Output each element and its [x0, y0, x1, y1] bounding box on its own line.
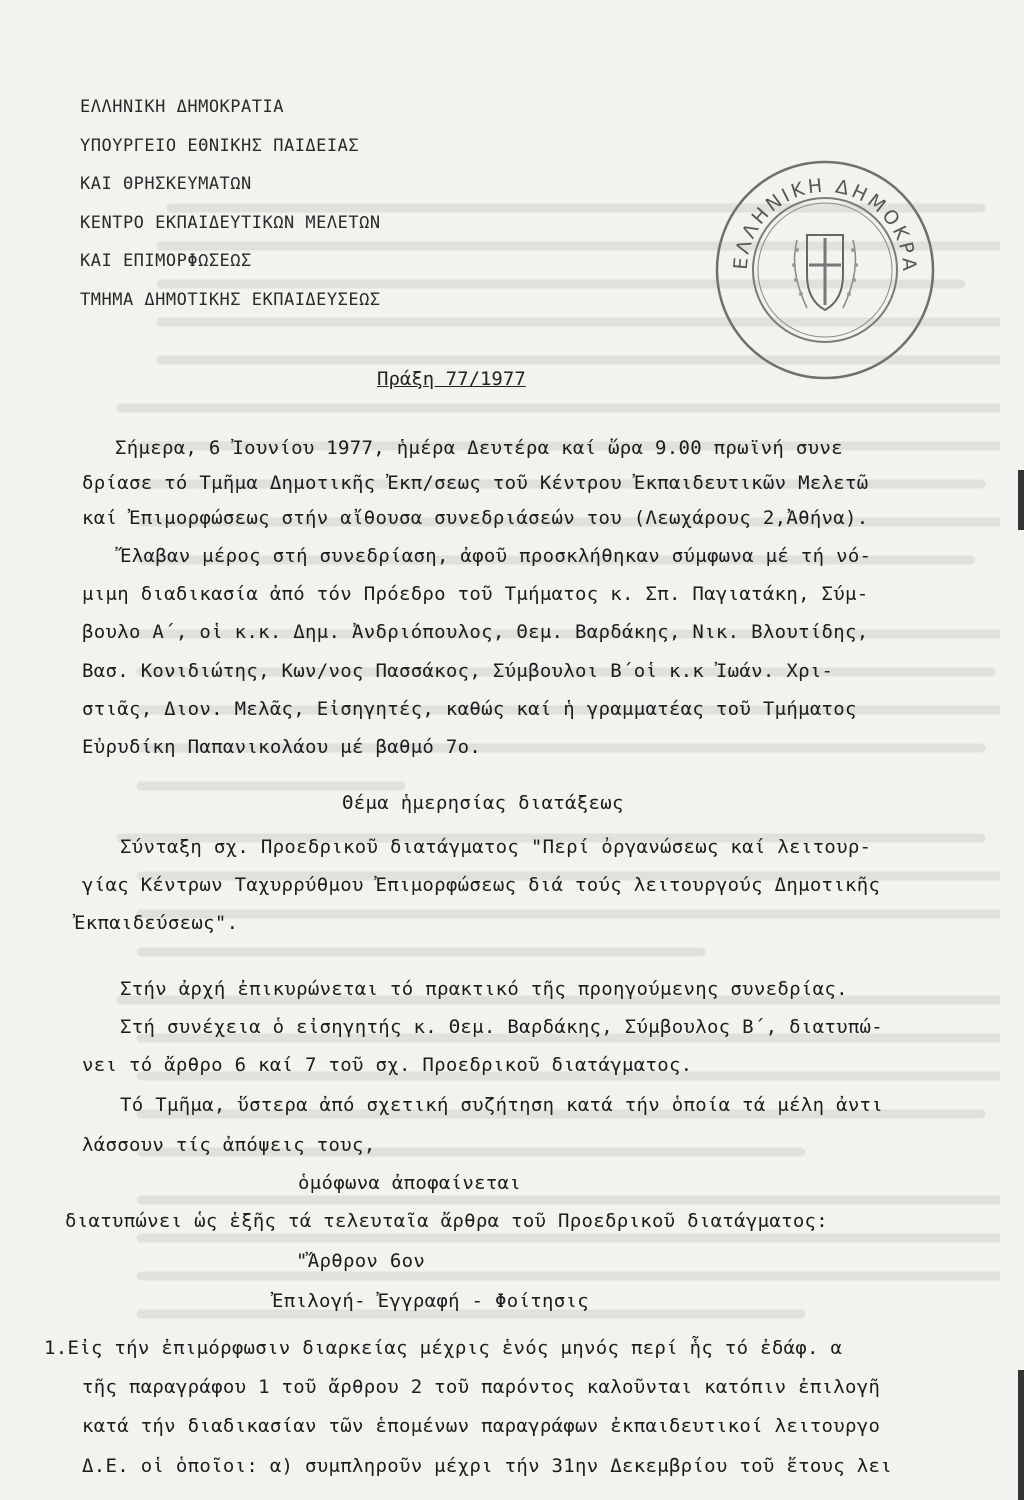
- official-seal: [697, 150, 1015, 380]
- article-heading: "Ἄρθρον 6ον: [296, 1250, 426, 1272]
- body-line: δρίασε τό Τμῆμα Δημοτικῆς Ἐκπ/σεως τοῦ Κέντρου Ἐκπαιδευτικῶν Μελετῶ: [82, 472, 869, 494]
- header-line: ΕΛΛΗΝΙΚΗ ΔΗΜΟΚΡΑΤΙΑ: [80, 97, 284, 117]
- body-line: καί Ἐπιμορφώσεως στήν αἴθουσα συνεδριάσεών του (Λεωχάρους 2,Ἀθήνα).: [82, 507, 869, 529]
- body-line: 1.Εἰς τήν ἐπιμόρφωσιν διαρκείας μέχρις ἑνός μηνός περί ἧς τό ἐδάφ. α: [44, 1337, 843, 1359]
- body-line: Τό Τμῆμα, ὕστερα ἀπό σχετική συζήτηση κατά τήν ὁποία τά μέλη ἀντι: [120, 1094, 884, 1116]
- header-line: ΤΜΗΜΑ ΔΗΜΟΤΙΚΗΣ ΕΚΠΑΙΔΕΥΣΕΩΣ: [80, 289, 381, 310]
- body-line: Στή συνέχεια ὁ εἰσηγητής κ. Θεμ. Βαρδάκης, Σύμβουλος Β΄, διατυπώ-: [120, 1016, 884, 1038]
- body-line: κατά τήν διαδικασίαν τῶν ἑπομένων παραγράφων ἐκπαιδευτικοί λειτουργο: [82, 1415, 881, 1437]
- scan-edge-mark: [1018, 470, 1024, 530]
- body-line: Δ.Ε. οἱ ὁποῖοι: α) συμπληροῦν μέχρι τήν 31ην Δεκεμβρίου τοῦ ἔτους λει: [82, 1455, 892, 1477]
- body-line: λάσσουν τίς ἀπόψεις τους,: [82, 1134, 376, 1156]
- seal-text: ΕΛΛΗΝΙΚΗ ΔΗΜΟΚΡΑ: [729, 174, 921, 275]
- body-line: γίας Κέντρων Ταχυρρύθμου Ἐπιμορφώσεως διά τούς λειτουργούς Δημοτικῆς: [82, 874, 881, 896]
- body-line: βουλο Α΄, οἱ κ.κ. Δημ. Ἀνδριόπουλος, Θεμ. Βαρδάκης, Νικ. Βλουτίδης,: [82, 621, 869, 643]
- decision-heading: ὁμόφωνα ἀποφαίνεται: [298, 1172, 522, 1194]
- header-line: ΚΑΙ ΘΡΗΣΚΕΥΜΑΤΩΝ: [80, 174, 252, 194]
- body-line: Βασ. Κονιδιώτης, Κων/νος Πασσάκος, Σύμβουλοι Β΄οἱ κ.κ Ἰωάν. Χρι-: [82, 660, 834, 682]
- body-line: Στήν ἀρχή ἐπικυρώνεται τό πρακτικό τῆς προηγούμενης συνεδρίας.: [120, 978, 848, 1000]
- letterhead: [80, 88, 381, 319]
- header-line: ΥΠΟΥΡΓΕΙΟ ΕΘΝΙΚΗΣ ΠΑΙΔΕΙΑΣ: [80, 135, 360, 156]
- body-line: νει τό ἄρθρο 6 καί 7 τοῦ σχ. Προεδρικοῦ διατάγματος.: [82, 1054, 693, 1076]
- body-line: διατυπώνει ὡς ἑξῆς τά τελευταῖα ἄρθρα τοῦ Προεδρικοῦ διατάγματος:: [65, 1210, 829, 1232]
- scan-edge-mark: [1018, 1370, 1024, 1500]
- body-line: τῆς παραγράφου 1 τοῦ ἄρθρου 2 τοῦ παρόντος καλοῦνται κατόπιν ἐπιλογῆ: [82, 1376, 881, 1398]
- svg-text:ΕΛΛΗΝΙΚΗ ΔΗΜΟΚΡΑΤΙΑ: [697, 150, 920, 274]
- body-line: στιᾶς, Διον. Μελᾶς, Εἰσηγητές, καθώς καί ἡ γραμματέας τοῦ Τμήματος: [82, 698, 857, 720]
- seal-icon: [697, 150, 1015, 380]
- article-subheading: Ἐπιλογή- Ἐγγραφή - Φοίτησις: [272, 1290, 589, 1312]
- agenda-heading: Θέμα ἡμερησίας διατάξεως: [342, 792, 624, 814]
- header-line: ΚΕΝΤΡΟ ΕΚΠΑΙΔΕΥΤΙΚΩΝ ΜΕΛΕΤΩΝ: [80, 212, 381, 233]
- header-line: ΚΑΙ ΕΠΙΜΟΡΦΩΣΕΩΣ: [80, 251, 252, 271]
- body-line: μιμη διαδικασία ἀπό τόν Πρόεδρο τοῦ Τμήματος κ. Σπ. Παγιατάκη, Σύμ-: [82, 583, 869, 605]
- body-line: Ἐκπαιδεύσεως".: [74, 912, 239, 934]
- body-line: Ἔλαβαν μέρος στή συνεδρίαση, ἀφοῦ προσκλήθηκαν σύμφωνα μέ τή νό-: [120, 545, 872, 567]
- body-line: Σύνταξη σχ. Προεδρικοῦ διατάγματος "Περί ὀργανώσεως καί λειτουρ-: [120, 836, 872, 858]
- document-title: Πράξη 77/1977: [377, 368, 526, 390]
- body-line: Σήμερα, 6 Ἰουνίου 1977, ἡμέρα Δευτέρα καί ὥρα 9.00 πρωϊνή συνε: [115, 437, 843, 459]
- body-line: Εὐρυδίκη Παπανικολάου μέ βαθμό 7ο.: [82, 736, 482, 758]
